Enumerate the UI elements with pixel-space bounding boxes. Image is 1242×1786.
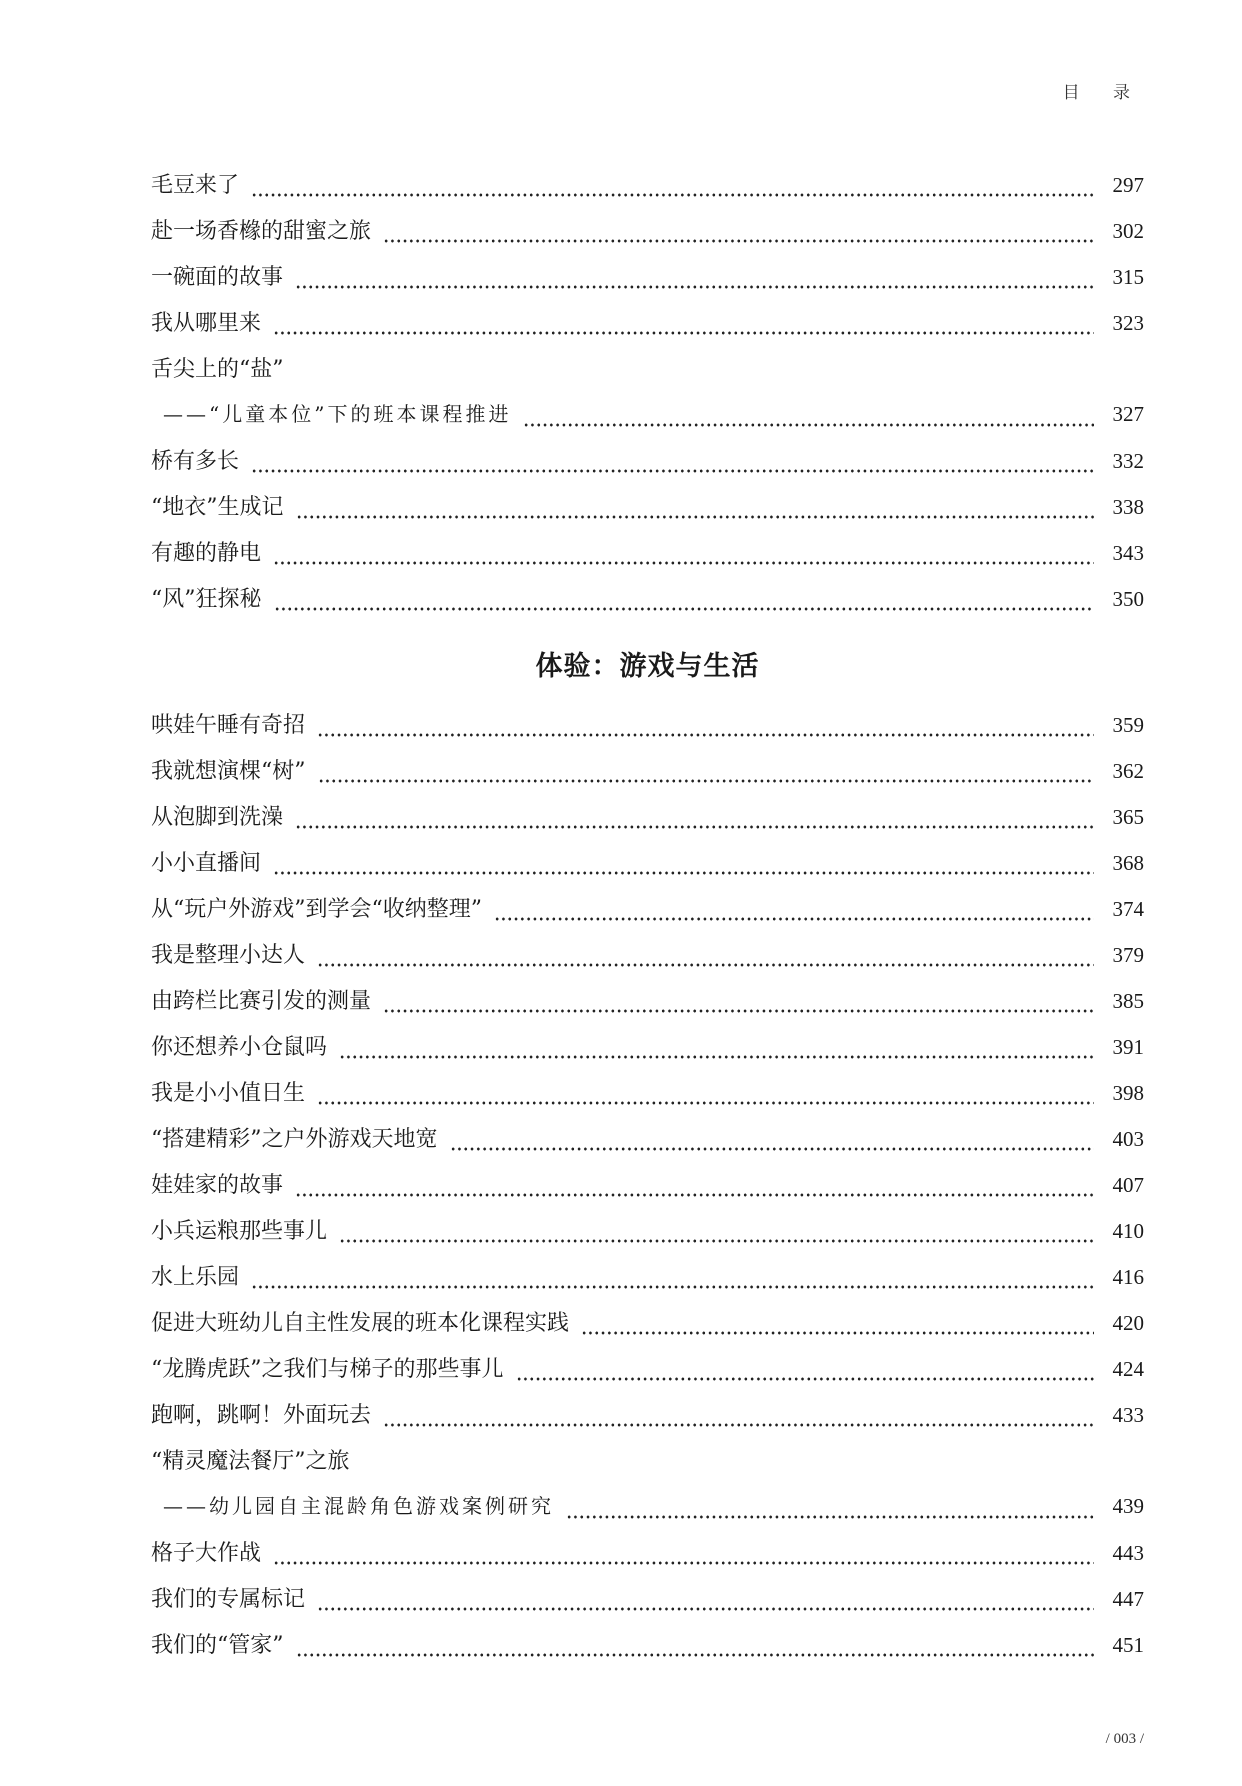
toc-entry-title: “精灵魔法餐厅”之旅	[151, 1449, 350, 1474]
toc-entry[interactable]	[151, 536, 1144, 582]
toc-entry-page: 315	[1112, 265, 1144, 289]
toc-entry-page: 332	[1112, 449, 1144, 473]
toc-entry[interactable]	[151, 1352, 1144, 1398]
dot-leader	[339, 1054, 1094, 1060]
toc-entry-page: 374	[1112, 897, 1144, 921]
toc-entry[interactable]	[151, 892, 1144, 938]
toc-entry-title: ——“儿童本位”下的班本课程推进	[163, 402, 512, 426]
toc-entry-page: 327	[1112, 402, 1144, 426]
toc-entry-subtitle[interactable]	[151, 398, 1144, 444]
toc-entry[interactable]	[151, 168, 1144, 214]
toc-entry-page: 420	[1112, 1311, 1144, 1335]
toc-entry-title: 小兵运粮那些事儿	[151, 1219, 328, 1244]
toc-entry[interactable]	[151, 800, 1144, 846]
toc-entry-page: 338	[1112, 495, 1144, 519]
toc-entry-title: “风”狂探秘	[151, 587, 262, 612]
toc-entry-page: 447	[1112, 1587, 1144, 1611]
running-head: 目 录	[1062, 83, 1144, 103]
toc-entry-title: 由跨栏比赛引发的测量	[151, 989, 372, 1014]
toc-entry-page: 398	[1112, 1081, 1144, 1105]
toc-entry-page: 403	[1112, 1127, 1144, 1151]
dot-leader	[251, 1284, 1094, 1290]
toc-entry-title: 我们的专属标记	[151, 1587, 306, 1612]
dot-leader	[274, 606, 1095, 612]
toc-entry-page: 359	[1112, 713, 1144, 737]
toc-entry-title: 你还想养小仓鼠吗	[151, 1035, 328, 1060]
toc-entry[interactable]	[151, 1122, 1144, 1168]
dot-leader	[516, 1376, 1095, 1382]
dot-leader	[523, 422, 1094, 428]
toc-entry-title: 格子大作战	[151, 1541, 262, 1566]
toc-entry-title: 我就想演棵“树”	[151, 759, 306, 784]
dot-leader	[273, 870, 1094, 876]
toc-entry-title: “龙腾虎跃”之我们与梯子的那些事儿	[151, 1357, 504, 1382]
toc-entry[interactable]	[151, 1076, 1144, 1122]
toc-entry[interactable]	[151, 1214, 1144, 1260]
toc-entry-page: 410	[1112, 1219, 1144, 1243]
dot-leader	[317, 962, 1094, 968]
toc-entry-title: “地衣”生成记	[151, 495, 284, 520]
dot-leader	[383, 238, 1094, 244]
toc-entry-page: 362	[1112, 759, 1144, 783]
toc-entry[interactable]	[151, 1536, 1144, 1582]
toc-entry[interactable]	[151, 306, 1144, 352]
dot-leader	[296, 1652, 1095, 1658]
dot-leader	[273, 330, 1094, 336]
toc-entry-title: “搭建精彩”之户外游戏天地宽	[151, 1127, 438, 1152]
toc-entry[interactable]	[151, 1030, 1144, 1076]
toc-entry-title: 一碗面的故事	[151, 265, 284, 290]
dot-leader	[450, 1146, 1095, 1152]
toc-entry-page: 350	[1112, 587, 1144, 611]
toc-entry-title: 桥有多长	[151, 449, 240, 474]
toc-entry-page: 343	[1112, 541, 1144, 565]
toc-entry-page: 323	[1112, 311, 1144, 335]
toc-entry-title: 我是整理小达人	[151, 943, 306, 968]
toc-entry-page: 385	[1112, 989, 1144, 1013]
toc-entry-page: 297	[1112, 173, 1144, 197]
toc-entry-title: 从“玩户外游戏”到学会“收纳整理”	[151, 897, 482, 922]
toc-entry-page: 416	[1112, 1265, 1144, 1289]
toc-entry[interactable]	[151, 1582, 1144, 1628]
section-title: 体验：游戏与生活	[535, 651, 760, 682]
toc-entry[interactable]	[151, 1628, 1144, 1674]
table-of-contents	[151, 168, 1144, 1674]
toc-entry[interactable]	[151, 754, 1144, 800]
toc-entry[interactable]	[151, 260, 1144, 306]
toc-entry-title: 我们的“管家”	[151, 1633, 284, 1658]
dot-leader	[317, 1100, 1094, 1106]
page-number: / 003 /	[1105, 1731, 1144, 1747]
toc-entry[interactable]	[151, 1398, 1144, 1444]
toc-entry-page: 368	[1112, 851, 1144, 875]
dot-leader	[566, 1514, 1094, 1520]
toc-entry[interactable]	[151, 708, 1144, 754]
toc-entry-subtitle[interactable]	[151, 1490, 1144, 1536]
dot-leader	[581, 1330, 1094, 1336]
dot-leader	[273, 1560, 1094, 1566]
toc-entry-title: 促进大班幼儿自主性发展的班本化课程实践	[151, 1311, 570, 1336]
toc-entry[interactable]	[151, 1260, 1144, 1306]
toc-entry[interactable]	[151, 938, 1144, 984]
toc-entry-page: 433	[1112, 1403, 1144, 1427]
toc-entry[interactable]	[151, 984, 1144, 1030]
toc-entry-title: 赴一场香橼的甜蜜之旅	[151, 219, 372, 244]
dot-leader	[251, 192, 1094, 198]
toc-entry-page: 407	[1112, 1173, 1144, 1197]
dot-leader	[295, 284, 1094, 290]
toc-entry-page: 424	[1112, 1357, 1144, 1381]
dot-leader	[318, 778, 1095, 784]
dot-leader	[251, 468, 1094, 474]
toc-entry-title: 从泡脚到洗澡	[151, 805, 284, 830]
toc-entry-page: 439	[1112, 1494, 1144, 1518]
dot-leader	[317, 1606, 1094, 1612]
toc-entry-page: 379	[1112, 943, 1144, 967]
dot-leader	[383, 1422, 1094, 1428]
toc-entry[interactable]	[151, 1444, 1144, 1490]
dot-leader	[295, 824, 1094, 830]
toc-entry-page: 391	[1112, 1035, 1144, 1059]
toc-entry-title: ——幼儿园自主混龄角色游戏案例研究	[163, 1494, 554, 1518]
toc-entry[interactable]	[151, 1306, 1144, 1352]
dot-leader	[296, 514, 1095, 520]
toc-entry-title: 跑啊，跳啊！外面玩去	[151, 1403, 372, 1428]
dot-leader	[317, 732, 1094, 738]
dot-leader	[273, 560, 1094, 566]
toc-entry-title: 娃娃家的故事	[151, 1173, 284, 1198]
toc-entry-page: 302	[1112, 219, 1144, 243]
toc-entry[interactable]	[151, 352, 1144, 398]
toc-entry-page: 443	[1112, 1541, 1144, 1565]
toc-entry-title: 我是小小值日生	[151, 1081, 306, 1106]
toc-entry-title: 舌尖上的“盐”	[151, 357, 284, 382]
toc-entry-title: 哄娃午睡有奇招	[151, 713, 306, 738]
dot-leader	[295, 1192, 1094, 1198]
dot-leader	[494, 916, 1094, 922]
toc-entry[interactable]	[151, 214, 1144, 260]
dot-leader	[383, 1008, 1094, 1014]
toc-entry-page: 365	[1112, 805, 1144, 829]
toc-entry-page: 451	[1112, 1633, 1144, 1657]
toc-entry-title: 小小直播间	[151, 851, 262, 876]
toc-entry-title: 我从哪里来	[151, 311, 262, 336]
toc-entry[interactable]	[151, 582, 1144, 628]
toc-entry[interactable]	[151, 490, 1144, 536]
toc-entry[interactable]	[151, 1168, 1144, 1214]
dot-leader	[339, 1238, 1094, 1244]
toc-entry[interactable]	[151, 444, 1144, 490]
toc-entry-title: 水上乐园	[151, 1265, 240, 1290]
toc-entry[interactable]	[151, 846, 1144, 892]
toc-entry-title: 毛豆来了	[151, 173, 240, 198]
toc-entry-title: 有趣的静电	[151, 541, 262, 566]
